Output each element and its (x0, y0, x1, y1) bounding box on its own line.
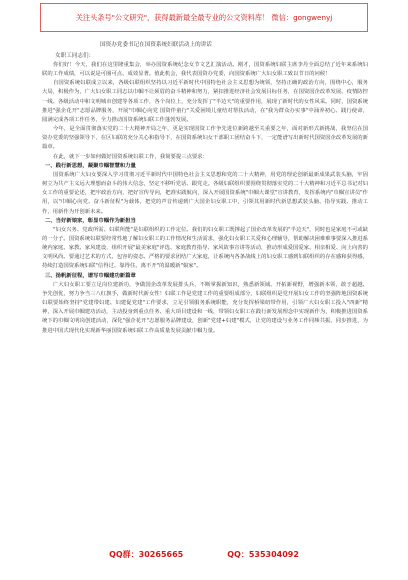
qq-contact-label: QQ：535304092 (227, 550, 299, 559)
paragraph: "妇女兴务、党政所需、妇联所能"是妇联组织的工作定位。我们的妇女职工既撑起了国企改革发展的"半边天"，同时也是家庭不可或缺的一分子。国资系统妇联要经常性地了解妇女职工的工作情况和生活需求，强化妇女职工关爱和心理辅导，帮助解决困难难事要深入推进系统内家庭、家教、家风建设，组织开展"最美家庭"评选、家庭教育指导、家风故事宣讲等活动，推动形成爱国爱家、相亲相爱、向上向善的文明风尚。要通过艺术的方式、包容的姿态、严格的要求团结广大家庭，让系统内各条战线上的妇女职工感到妇联组织的存在感和获得感，持续打造国资系统妇联"信得过、靠得住、离不开"的温暖新"娘家"。 (42, 226, 368, 270)
section-heading-2: 二、当好新娘家，彰显巾帼作为新担当 (45, 217, 136, 224)
paragraph: 今年，是全面贯彻落实党的二十大精神开局之年，更是实现国资工作争先进位新跨越至关重要之年，面对新形式新挑战，我坚信在国资办党委的坚强领导下，在区妇联的充分关心和指导下，在国资系统妇女干部职工团结奋斗下，一定能谱写出新时代国资国企改革发展的新篇章。 (42, 126, 368, 151)
paragraph: 国资系统广大妇女要深入学习贯彻习近平新时代中国特色社会主义思想和党的二十大精神，用党的理论创新最新成果武装头脑，牢固树立为共产主义远大理想而奋斗的伟大信念，坚定不移听党话、跟党走。各级妇联组织要围绕贯彻落实党的二十大精神和习近平总书记对妇女工作的重要论述，把牢政治方向，把好宣传导向，把准实践航向，深入开展国资系统"巾帼大课堂"宣讲教育，发挥系统内"巾帼宣讲员"作用，以"巾帼心向党、奋斗新征程"为载体，把党的声音传递到广大国企妇女职工中，引领其用新时代新思想武装头脑、指导实践、推动工作，用新作为开创新未来。 (42, 171, 368, 215)
paragraph: 自国资系统妇联成立以来，各级妇联组织坚持以习近平新时代中国特色社会主义思想为统领，坚持正确的政治方向，围绕中心，服务大局，积极作为，广大妇女职工同志以巾帼不让须眉的奋斗精神和努力，紧扣推进经济社会发展目标任务，在国资国企改革发展、疫情防控一线、各级活动中和文明城市创建等各项工作，各个岗位上，充分发挥了"半边天"的重要作用，展现了新时代的女性风采。同时，国资系统推进"强企花开"志愿品牌服务，开展"巾帼心向党 国资伴童行"关爱困境儿童结对帮扶活动，在"我为群众办实事"中涌养初心、践行使命，圆满完成各项工作任务，全力推动国资系统妇联工作蓬勃发展。 (42, 80, 368, 123)
paragraph: 广大妇女职工要立足岗位建新功，争做国企改革发展排头兵，不断掌握新知识，熟悉新领域、开拓新视野，增强新本领，敢于超越、争先创优，努力争当三八红旗手，做新时代新女性！妇联工作是党建工作的重要组成部分，妇联组织是党开展妇女工作的坚强阵地国资系统妇联要始终坚持"党建带妇建、妇建促党建"工作要求，立足引领服务系统职能，充分发挥桥梁纽带作用，引领广大妇女职工投入"四新"精神，深入开展巾帼建功活动，主动投身到重点任务、重大项目建设和一线，带领妇女职工在践行新发展理念中实现新作为，积极推进国资系统下的巾帼文明岗创建活动，深化"强企花开"志愿服务品牌建设，创新"党建+妇建"模式，让党的建设与业务工作同频共振、同步推进，为推进中国式现代化实现新华丽国资系统妇联工作高质量发展贡献巾帼力量。 (42, 281, 368, 334)
section-heading-1: 一、践行新思想，凝聚巾帼智慧和力量 (45, 162, 136, 169)
paragraph: 你们好！今天，我们在这里隆重集会，举办国资系统纪念女节文艺汇演活动。刚才，国资系统妇联主席李丹全面总结了近年来系统妇联的工作成绩，可以说是可圈可点、成效显著。值此机会，我代表国资办党委，向国资系统广大妇女职工致以节日的问候！ (42, 62, 368, 78)
promo-banner (40, 3, 368, 32)
document-body (42, 38, 368, 534)
paragraph: 在此，就下一步如何做好国资系统妇联工作，我简要提三点要求： (53, 153, 208, 160)
salutation: 女职工同志们： (55, 53, 95, 59)
footer-contacts (0, 549, 408, 563)
qq-group-label: QQ群：30265665 (109, 550, 184, 559)
document-title: 国资办党委书记在国资系统妇联活动上的讲话 (100, 42, 212, 48)
section-heading-3: 三、扬帆新征程，谱写巾帼建功新篇章 (45, 272, 136, 279)
promo-banner-text: 关注头条号"公文研究"，获得最新最全最专业的公文资料库！ 微信：gongwenyj (75, 13, 333, 22)
